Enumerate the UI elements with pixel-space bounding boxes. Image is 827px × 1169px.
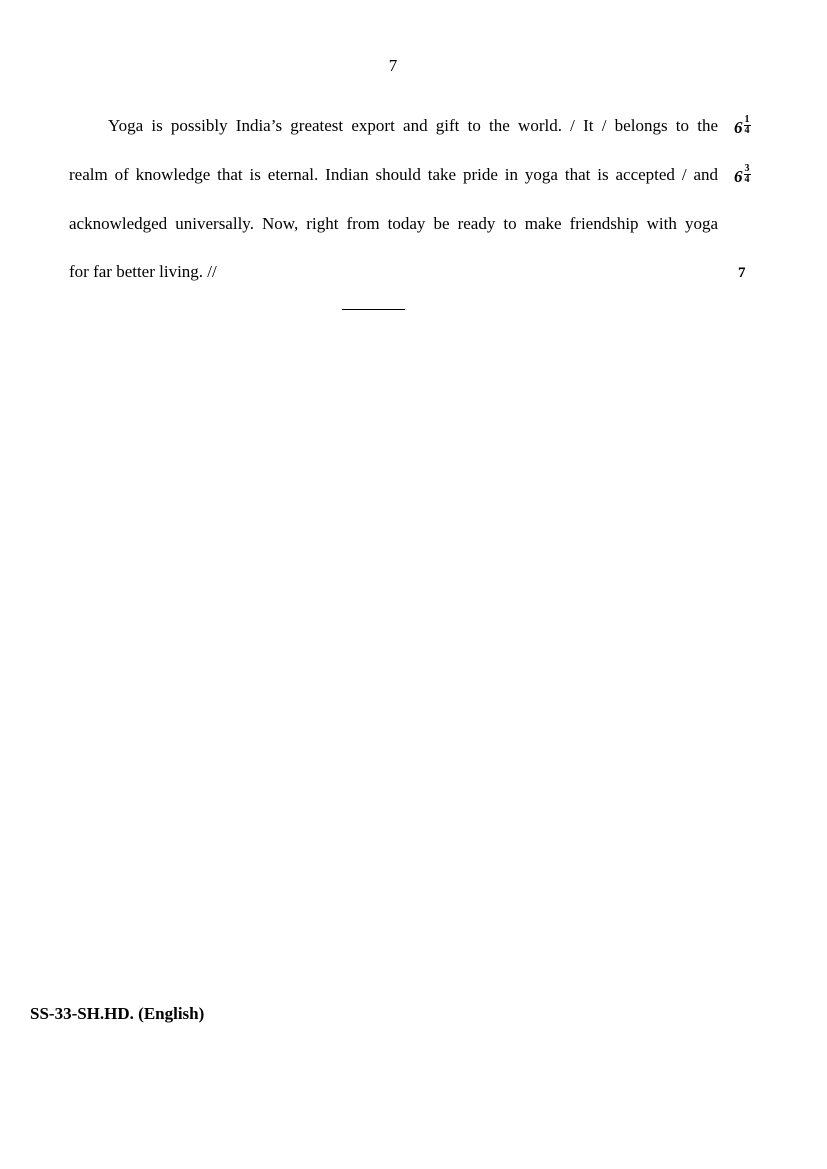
- time-marker-2: [734, 163, 751, 187]
- fraction-denominator: 4: [744, 174, 750, 185]
- page-number: 7: [388, 56, 398, 75]
- passage-line-4: for far better living. //: [69, 262, 217, 281]
- end-rule: [342, 309, 405, 310]
- passage-line-1: Yoga is possibly India’s greatest export and gift to the world. / It / belongs to the: [108, 116, 718, 135]
- time-marker-fraction: [744, 115, 751, 136]
- time-marker-whole: 6: [734, 118, 743, 137]
- passage-line-2: realm of knowledge that is eternal. Indian should take pride in yoga that is accepted / and: [69, 165, 718, 184]
- time-marker-fraction: [744, 164, 751, 185]
- fraction-numerator: 3: [744, 163, 750, 174]
- fraction-numerator: 1: [744, 114, 750, 125]
- time-marker-3: 7: [738, 265, 746, 281]
- time-marker-1: [734, 114, 751, 138]
- passage-line-3: acknowledged universally. Now, right from today be ready to make friendship with yoga: [69, 214, 718, 233]
- footer-code: SS-33-SH.HD. (English): [30, 1004, 205, 1023]
- fraction-denominator: 4: [744, 125, 750, 136]
- time-marker-whole: 6: [734, 167, 743, 186]
